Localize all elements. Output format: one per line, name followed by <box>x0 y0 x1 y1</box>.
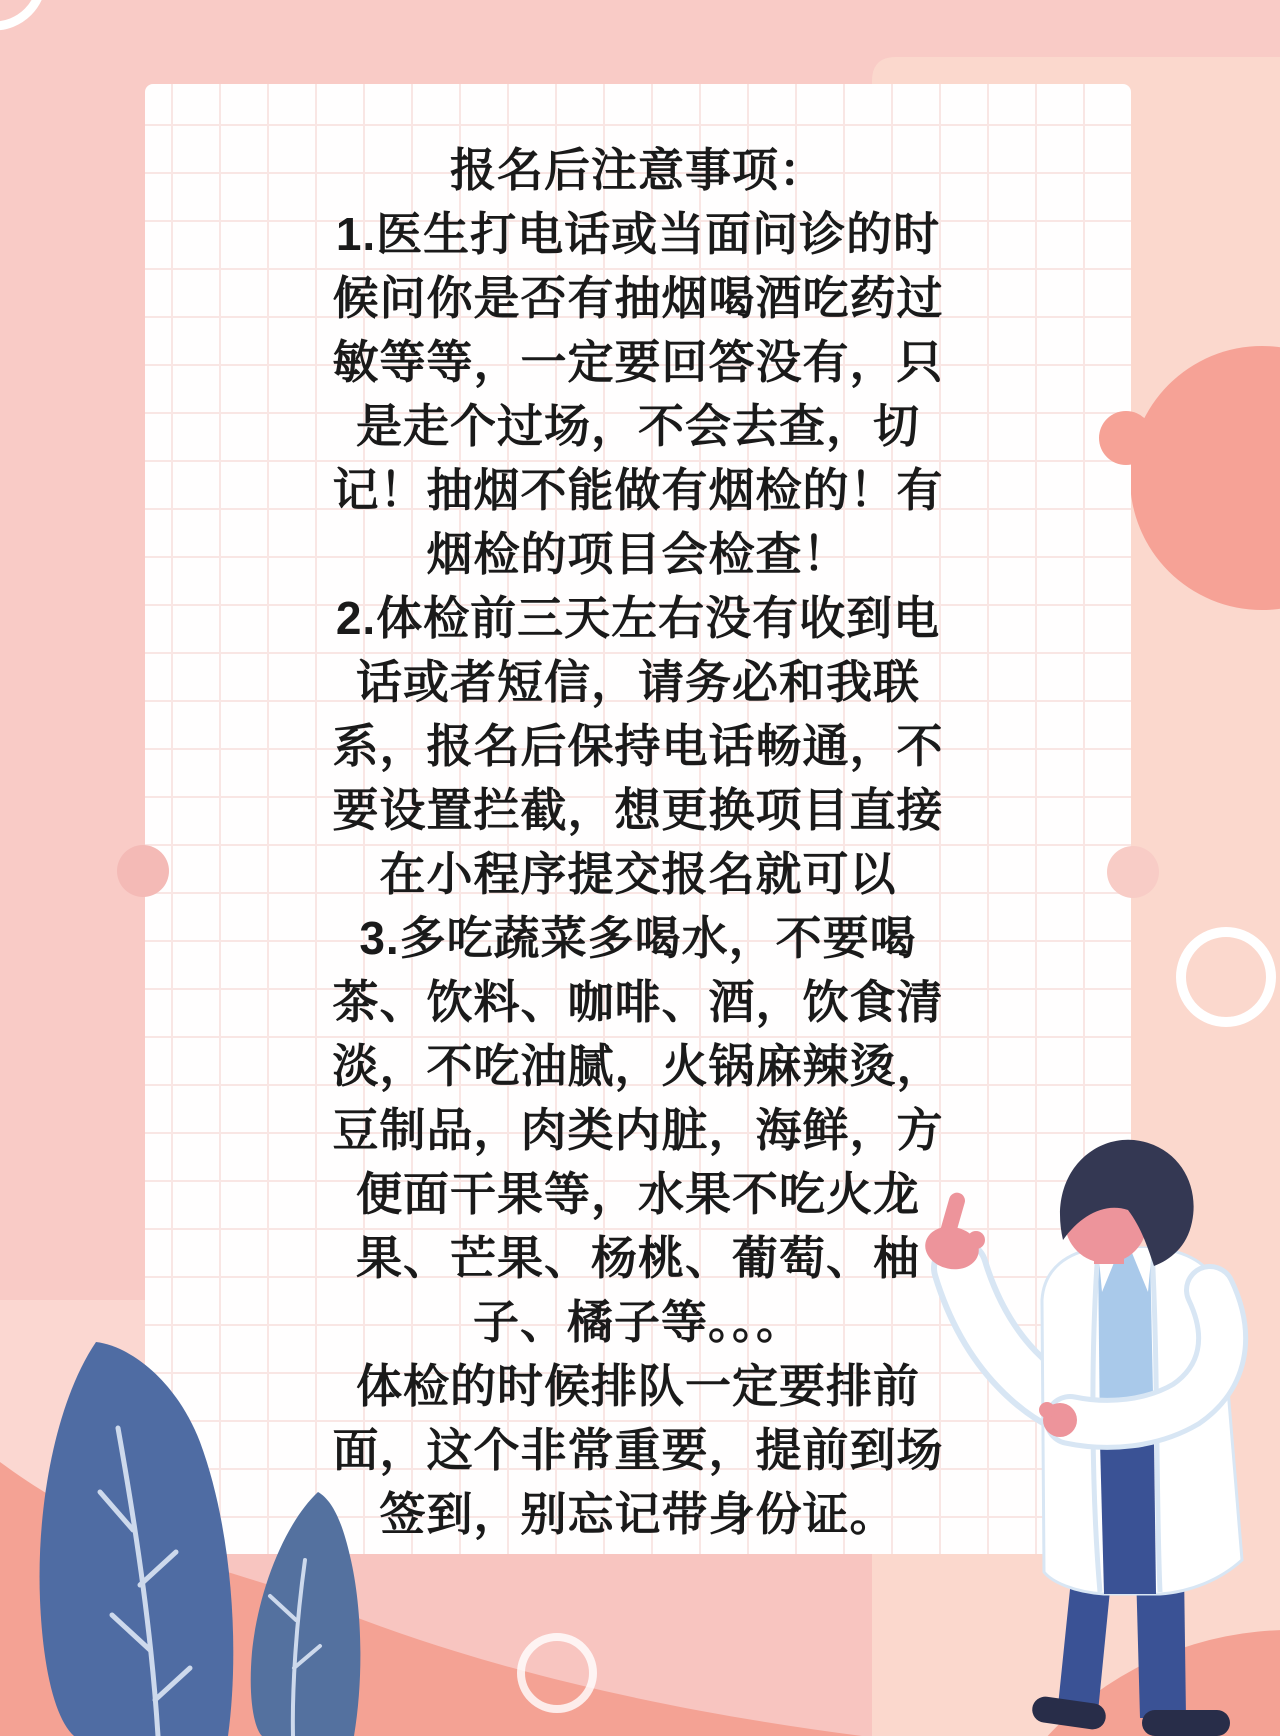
notice-text-line: 记！抽烟不能做有烟检的！有 <box>332 464 944 516</box>
card-notch-right <box>1107 846 1159 898</box>
notice-text-line: 敏等等，一定要回答没有，只 <box>332 336 944 388</box>
notice-text-line: 果、芒果、杨桃、葡萄、柚 <box>356 1232 920 1284</box>
notice-text-line: 豆制品，肉类内脏，海鲜，方 <box>332 1104 944 1156</box>
notice-title: 报名后注意事项： <box>450 144 826 196</box>
notice-text-line: 便面干果等，水果不吃火龙 <box>356 1168 920 1220</box>
notice-text-line: 烟检的项目会检查！ <box>426 528 850 580</box>
notice-text-line: 子、橘子等。。。 <box>473 1296 803 1348</box>
notice-text-line: 签到，别忘记带身份证。 <box>379 1488 897 1540</box>
notice-text-line: 茶、饮料、咖啡、酒，饮食清 <box>332 976 944 1028</box>
salmon-circle-tab <box>1099 411 1153 465</box>
notice-text-line: 2.体检前三天左右没有收到电 <box>335 592 941 644</box>
notice-text-line: 话或者短信，请务必和我联 <box>356 656 920 708</box>
notice-text-line: 1.医生打电话或当面问诊的时 <box>335 208 941 260</box>
notice-text-line: 面，这个非常重要，提前到场 <box>332 1424 944 1476</box>
notice-text-line: 是走个过场，不会去查，切 <box>356 400 920 452</box>
notice-text-line: 候问你是否有抽烟喝酒吃药过 <box>332 272 944 324</box>
notice-text-line: 系，报名后保持电话畅通，不 <box>332 720 944 772</box>
notice-text-line: 要设置拦截，想更换项目直接 <box>332 784 944 836</box>
card-notch-left <box>117 845 169 897</box>
doctor-icon <box>921 1140 1242 1736</box>
notice-text-line: 3.多吃蔬菜多喝水，不要喝 <box>359 912 917 964</box>
notice-text-line: 在小程序提交报名就可以 <box>379 848 897 900</box>
notice-text-line: 淡，不吃油腻，火锅麻辣烫， <box>332 1040 944 1092</box>
plant-icon <box>40 1342 361 1736</box>
notice-text-line: 体检的时候排队一定要排前 <box>356 1360 920 1412</box>
